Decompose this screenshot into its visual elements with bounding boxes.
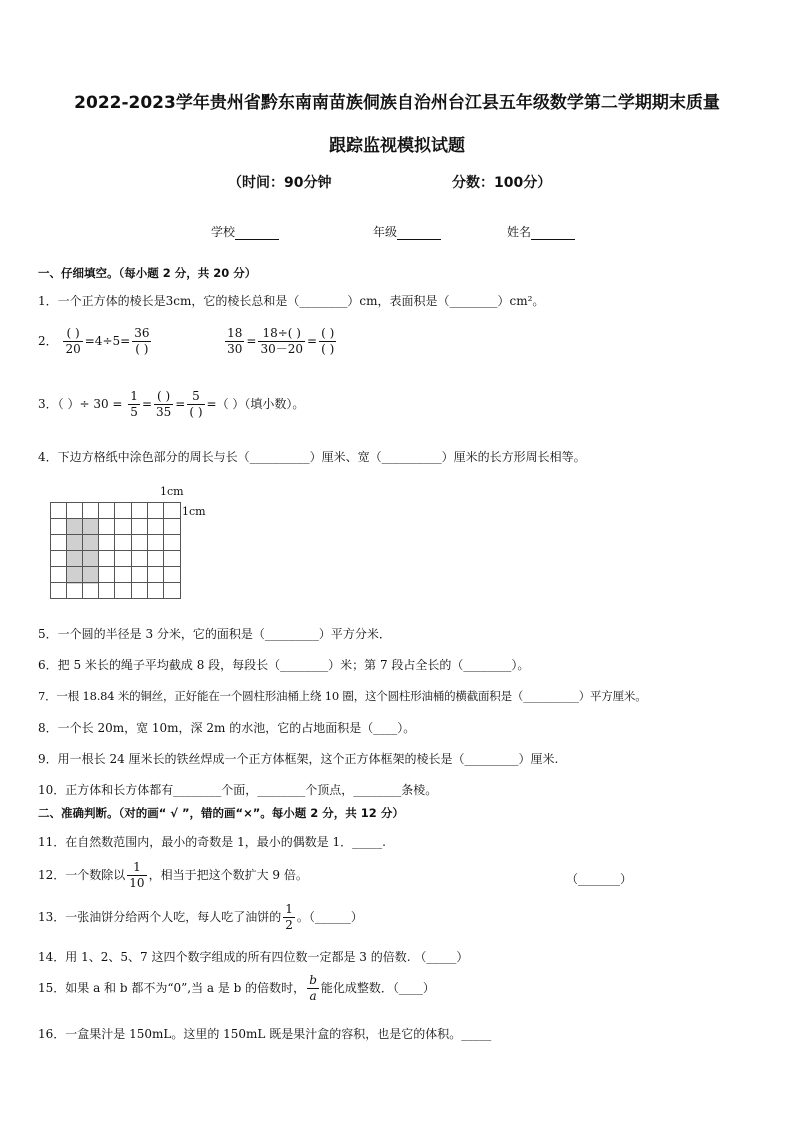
exam-title-line1: 2022-2023学年贵州省黔东南南苗族侗族自治州台江县五年级数学第二学期期末质量 <box>74 93 720 113</box>
numerator: 1 <box>285 902 293 916</box>
denominator: 10 <box>129 876 145 890</box>
exam-time: （时间：90分钟 <box>228 175 332 191</box>
numerator: ( ) <box>321 326 335 340</box>
numerator: 18 <box>227 326 243 340</box>
question-13 <box>38 902 363 933</box>
denominator: 5 <box>130 405 138 419</box>
numerator: b <box>309 973 317 987</box>
question-15 <box>38 973 435 1004</box>
fraction <box>127 860 146 891</box>
question-7: 7．一根 18.84 米的铜丝，正好能在一个圆柱形油桶上绕 10 圈，这个圆柱形油桶的横截面积是（__________）平方厘米。 <box>38 689 647 703</box>
equation-text: =4÷5= <box>84 334 131 348</box>
denominator: 35 <box>156 405 172 419</box>
grid-unit-label-right: 1cm <box>182 505 206 518</box>
question-13-tail: 。（______） <box>296 910 363 924</box>
question-5: 5．一个圆的半径是 3 分米，它的面积是（_________）平方分米． <box>38 627 391 641</box>
question-14: 14．用 1、2、5、7 这四个数字组成的所有四位数一定都是 3 的倍数. （_____） <box>38 950 469 964</box>
grid-paper <box>50 502 182 600</box>
numerator: 18÷( ) <box>258 326 305 342</box>
denominator: 30－20 <box>260 342 304 356</box>
section-1-heading: 一、仔细填空。（每小题 2 分，共 20 分） <box>38 266 257 280</box>
question-9: 9．用一根长 24 厘米长的铁丝焊成一个正方体框架，这个正方体框架的棱长是（_________）厘米. <box>38 752 559 766</box>
question-12-tail: ，相当于把这个数扩大 9 倍。 <box>148 868 308 882</box>
question-13-lead: 13．一张油饼分给两个人吃，每人吃了油饼的 <box>38 910 282 924</box>
question-12 <box>38 860 308 891</box>
fraction <box>283 902 295 933</box>
question-4: 4．下边方格纸中涂色部分的周长与长（__________）厘米、宽（__________）厘米的长方形周长相等。 <box>38 450 586 464</box>
fraction <box>187 389 204 420</box>
question-15-lead: 15．如果 a 和 b 都不为“0”,当 a 是 b 的倍数时， <box>38 981 306 995</box>
question-3: 3．（ ）÷ 30 = $\frac{1}{5}$ = $\frac{( )}{35}$ = $\frac{5}{( )}$ =（ ）（填小数）。 <box>38 389 305 419</box>
denominator: ( ) <box>321 342 335 356</box>
question-3-tail: =（ ）（填小数）。 <box>206 397 305 411</box>
exam-title-line2: 跟踪监视模拟试题 <box>329 136 465 156</box>
fraction <box>63 326 82 357</box>
numerator: ( ) <box>63 326 82 342</box>
question-12-lead: 12．一个数除以 <box>38 868 126 882</box>
fraction <box>258 326 305 357</box>
fraction <box>319 326 336 357</box>
fraction <box>128 389 140 420</box>
numerator: 5 <box>187 389 204 405</box>
grade-label: 年级 <box>373 225 398 239</box>
question-number: 2． <box>38 334 58 348</box>
denominator: 30 <box>227 342 243 356</box>
question-16: 16．一盒果汁是 150mL。这里的 150mL 既是果汁盒的容积，也是它的体积。_____ <box>38 1027 492 1041</box>
fraction <box>154 389 173 420</box>
numerator: 1 <box>127 860 146 876</box>
fraction <box>307 973 319 1004</box>
question-8: 8．一个长 20m，宽 10m，深 2m 的水池，它的占地面积是（____）。 <box>38 721 416 735</box>
grade-field[interactable] <box>373 223 441 240</box>
school-label: 学校 <box>211 225 236 239</box>
grid-unit-label-top: 1cm <box>160 485 184 498</box>
question-11: 11．在自然数范围内，最小的奇数是 1，最小的偶数是 1．_____. <box>38 835 386 849</box>
denominator: ( ) <box>135 342 149 356</box>
name-field[interactable] <box>507 223 575 240</box>
question-12-answer-blank: （_______） <box>566 872 633 886</box>
denominator: a <box>309 989 317 1003</box>
denominator: 2 <box>285 918 293 932</box>
question-10: 10．正方体和长方体都有________个面，________个顶点，________条棱。 <box>38 783 438 797</box>
numerator: 36 <box>134 326 150 340</box>
fraction <box>132 326 151 357</box>
numerator: 1 <box>130 389 138 403</box>
exam-score: 分数：100分） <box>452 175 552 191</box>
fraction <box>225 326 244 357</box>
question-3-lead: 3．（ ）÷ 30 = <box>38 397 123 411</box>
section-2-heading: 二、准确判断。（对的画“ √ ”，错的画“×”。每小题 2 分，共 12 分） <box>38 806 404 820</box>
school-field[interactable] <box>211 223 279 240</box>
question-6: 6．把 5 米长的绳子平均截成 8 段，每段长（________）米；第 7 段占全长的（________）。 <box>38 658 530 672</box>
denominator: ( ) <box>189 405 203 419</box>
denominator: 20 <box>65 342 81 356</box>
question-1: 1．一个正方体的棱长是3cm，它的棱长总和是（________）cm，表面积是（________）cm²。 <box>38 294 545 308</box>
question-15-tail: 能化成整数．（____） <box>320 981 435 995</box>
numerator: ( ) <box>154 389 173 405</box>
name-label: 姓名 <box>507 225 532 239</box>
grid-figure <box>50 502 182 600</box>
question-2: 2． $\frac{( )}{20}$ =4÷5= $\frac{36}{( )}$ $\frac{18}{30}$ = $\frac{18\div( )}{30-20}$ = $\frac{( )}{( )}$ <box>38 326 335 356</box>
